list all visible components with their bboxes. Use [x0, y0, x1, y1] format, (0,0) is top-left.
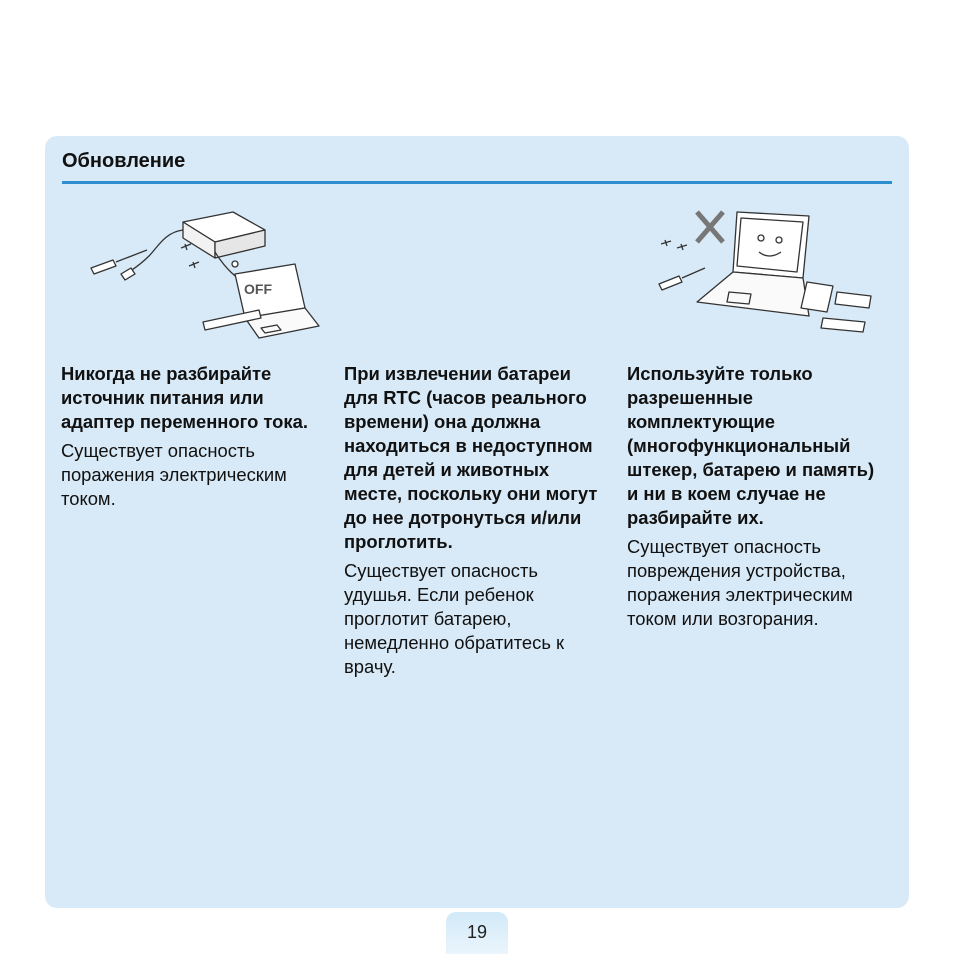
components-illustration — [657, 206, 872, 346]
page-number: 19 — [446, 912, 508, 954]
column-left-heading: Никогда не разбирайте источник питания или адаптер переменного тока. — [61, 363, 308, 432]
column-right-body: Существует опасность повреждения устройства, поражения электрическим током или возгорания. — [627, 536, 853, 629]
column-right-heading: Используйте только разрешенные комплектующие (многофункциональный штекер, батарею и память) и ни в коем случае не разбирайте их. — [627, 363, 875, 528]
section-title: Обновление — [62, 150, 186, 172]
column-middle — [344, 362, 606, 679]
title-divider — [62, 181, 892, 184]
column-middle-heading: При извлечении батареи для RTC (часов реального времени) она должна находиться в недоступном для детей и животных месте, поскольку они могут до нее дотронуться и/или проглотить. — [344, 363, 598, 552]
adapter-disassembly-illustration — [85, 208, 325, 348]
prohibited-x-icon — [697, 212, 723, 242]
column-right — [627, 362, 889, 631]
column-left-body: Существует опасность поражения электрическим током. — [61, 440, 287, 509]
column-middle-body: Существует опасность удушья. Если ребенок проглотит батарею, немедленно обратитесь к врачу. — [344, 560, 565, 677]
column-left — [61, 362, 323, 511]
content-panel — [45, 136, 909, 908]
off-label: OFF — [244, 281, 272, 297]
